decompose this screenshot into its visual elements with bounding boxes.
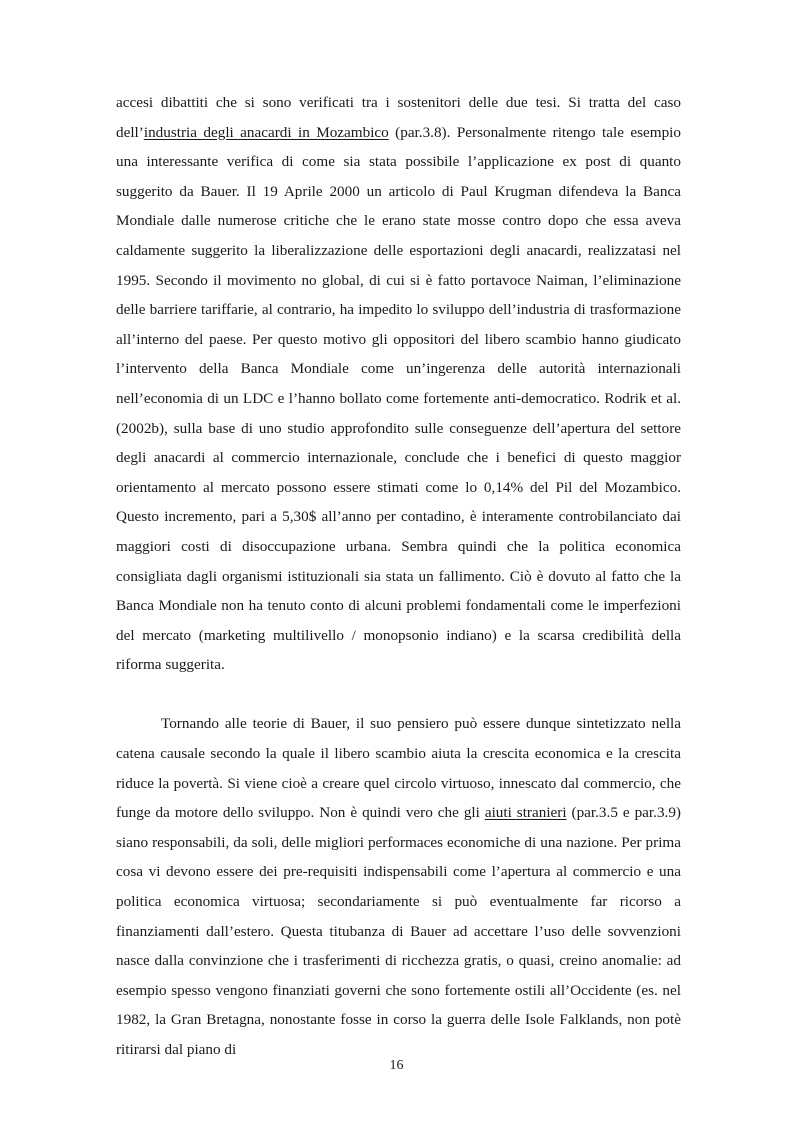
paragraph-bauer-theories: [116, 709, 681, 1064]
paragraph-text: (par.3.5 e par.3.9) siano responsabili, da soli, delle migliori performaces economiche di una nazione. Per prima cosa vi devono essere dei pre-requisiti indispensabili come l’apertura al commercio e una politica economica virtuosa; secondariamente si può eventualmente far ricorso a finanziamenti dall’estero. Questa titubanza di Bauer ad accettare l’uso delle sovvenzioni nasce dalla convinzione che i trasferimenti di ricchezza gratis, o quasi, creino anomalie: ad esempio spesso vengono finanziati governi che sono fortemente ostili all’Occidente (es. nel 1982, la Gran Bretagna, nonostante fosse in corso la guerra delle Isole Falklands, non potè ritirarsi dal piano di: [116, 804, 681, 1058]
paragraph-text: Tornando alle teorie di Bauer, il suo pensiero può essere dunque sintetizzato nella catena causale secondo la quale il libero scambio aiuta la crescita economica e la crescita riduce la povertà. Si viene cioè a creare quel circolo virtuoso, innescato dal commercio, che funge da motore dello sviluppo. Non è quindi vero che gli: [116, 715, 681, 822]
page-number: 16: [389, 1058, 404, 1073]
link-industria-anacardi[interactable]: industria degli anacardi in Mozambico: [143, 123, 389, 141]
paragraph-cashew-industry: [116, 88, 681, 680]
document-body: [116, 88, 681, 1065]
paragraph-text: accesi dibattiti che si sono verificati tra i sostenitori delle due tesi. Si tratta del caso dell’: [116, 94, 681, 141]
paragraph-text: (par.3.8). Personalmente ritengo tale esempio una interessante verifica di come sia stata possibile l’applicazione ex post di quanto suggerito da Bauer. Il 19 Aprile 2000 un articolo di Paul Krugman difendeva la Banca Mondiale dalle numerose critiche che le erano state mosse contro dopo che essa aveva caldamente suggerito la liberalizzazione delle esportazioni degli anacardi, realizzatasi nel 1995. Secondo il movimento no global, di cui si è fatto portavoce Naiman, l’eliminazione delle barriere tariffarie, al contrario, ha impedito lo sviluppo dell’industria di trasformazione all’interno del paese. Per questo motivo gli oppositori del libero scambio hanno giudicato l’intervento della Banca Mondiale come un’ingerenza delle autorità internazionali nell’economia di un LDC e l’hanno bollato come fortemente anti-democratico. Rodrik et al.(2002b), sulla base di uno studio approfondito sulle conseguenze dell’apertura del settore degli anacardi al commercio internazionale, conclude che i benefici di questo maggior orientamento al mercato possono essere stimati come lo 0,14% del Pil del Mozambico. Questo incremento, pari a 5,30$ all’anno per contadino, è interamente controbilanciato dai maggiori costi di disoccupazione urbana. Sembra quindi che la politica economica consigliata dagli organismi istituzionali sia stata un fallimento. Ciò è dovuto al fatto che la Banca Mondiale non ha tenuto conto di alcuni problemi fondamentali come le imperfezioni del mercato (marketing multilivello / monopsonio indiano) e la scarsa credibilità della riforma suggerita.: [116, 123, 681, 674]
link-aiuti-stranieri[interactable]: aiuti stranieri: [484, 804, 567, 822]
